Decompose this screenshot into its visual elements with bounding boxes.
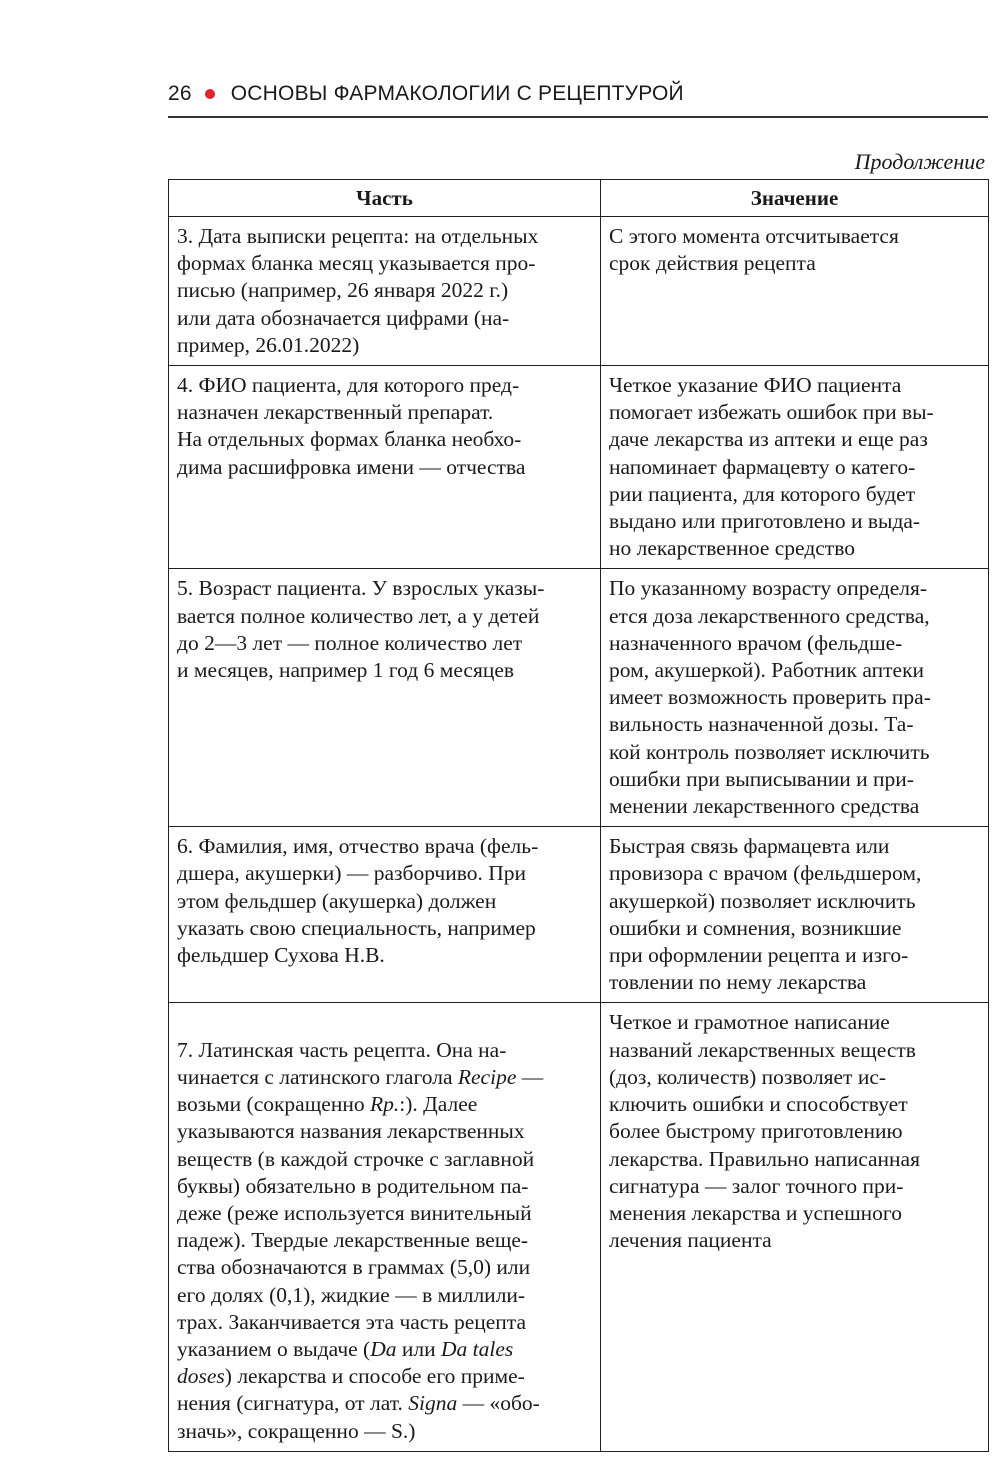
text-segment: :). Далее указываются названия лекарственных веществ (в каждой строчке с заглавной буквы) обязательно в родительном па- деже (реже используется винительный падеж). Твердые лекарственные веще- ства обозначаются в граммах (5,0) или его долях (0,1), жидкие — в миллили- трах. Заканчивается эта часть рецепта указанием о выдаче ( — [177, 1092, 535, 1361]
latin-term: Signa — [408, 1391, 458, 1416]
latin-term: Da — [370, 1336, 397, 1361]
table-row — [169, 1003, 989, 1451]
running-title: ОСНОВЫ ФАРМАКОЛОГИИ С РЕЦЕПТУРОЙ — [230, 82, 684, 105]
text-segment: — «обо- значь», сокращенно — S.) — [177, 1391, 540, 1443]
cell-meaning: Четкое указание ФИО пациента помогает избежать ошибок при вы- даче лекарства из аптеки и еще раз напоминает фармацевту о катего- рии пациента, для которого будет выдано или приготовлено и выда- но лекарственное средство — [601, 366, 989, 569]
running-head — [168, 78, 988, 110]
column-header-part: Часть — [169, 180, 601, 217]
latin-term: Rp. — [369, 1092, 400, 1117]
cell-meaning: Быстрая связь фармацевта или провизора с врачом (фельдшером, акушеркой) позволяет исключить ошибки и сомнения, возникшие при оформлении рецепта и изго- товлении по нему лекарства — [601, 827, 989, 1003]
cell-part: 4. ФИО пациента, для которого пред- назначен лекарственный препарат. На отдельных формах бланка необхо- дима расшифровка имени — отчества — [169, 366, 601, 569]
continued-label: Продолжение — [854, 149, 985, 174]
text-segment: — возьми (сокращенно — [177, 1064, 544, 1117]
cell-part: 5. Возраст пациента. У взрослых указы- вается полное количество лет, а у детей до 2—3 лет — полное количество лет и месяцев, например 1 год 6 месяцев — [169, 569, 601, 827]
cell-meaning: По указанному возрасту определя- ется доза лекарственного средства, назначенного врачом (фельдше- ром, акушеркой). Работник аптеки имеет возможность проверить пра- вильность назначенной дозы. Та- кой контроль позволяет исключить ошибки при выписывании и при- менении лекарственного средства — [601, 569, 989, 827]
table-row — [169, 366, 989, 569]
table-header-row — [169, 180, 989, 217]
page-number: 26 — [168, 82, 192, 105]
header-rule — [168, 116, 988, 118]
table-row — [169, 569, 989, 827]
cell-part: 3. Дата выписки рецепта: на отдельных формах бланка месяц указывается про- писью (например, 26 января 2022 г.) или дата обозначается цифрами (на- пример, 26.01.2022) — [169, 217, 601, 366]
table-row — [169, 827, 989, 1003]
latin-term: Recipe — [457, 1064, 517, 1089]
cell-meaning: С этого момента отсчитывается срок действия рецепта — [601, 217, 989, 366]
column-header-meaning: Значение — [601, 180, 989, 217]
latin-term: Da tales doses — [177, 1336, 514, 1389]
cell-meaning: Четкое и грамотное написание названий лекарственных веществ (доз, количеств) позволяет ис- ключить ошибки и способствует более быстрому приготовлению лекарства. Правильно написанная сигнатура — залог точного при- менения лекарства и успешного лечения пациента — [601, 1003, 989, 1451]
text-segment: 7. Латинская часть рецепта. Она на- чинается с латинского глагола — [177, 1037, 507, 1089]
text-segment: или — [396, 1336, 441, 1361]
table-row — [169, 217, 989, 366]
bullet-dot-icon — [205, 89, 215, 99]
cell-part — [169, 1003, 601, 1451]
text-segment: ) лекарства и способе его приме- нения (сигнатура, от лат. — [177, 1364, 525, 1416]
cell-part: 6. Фамилия, имя, отчество врача (фель- дшера, акушерки) — разборчиво. При этом фельдшер (акушерка) должен указать свою специальность, например фельдшер Сухова Н.В. — [169, 827, 601, 1003]
prescription-parts-table — [168, 179, 989, 1452]
